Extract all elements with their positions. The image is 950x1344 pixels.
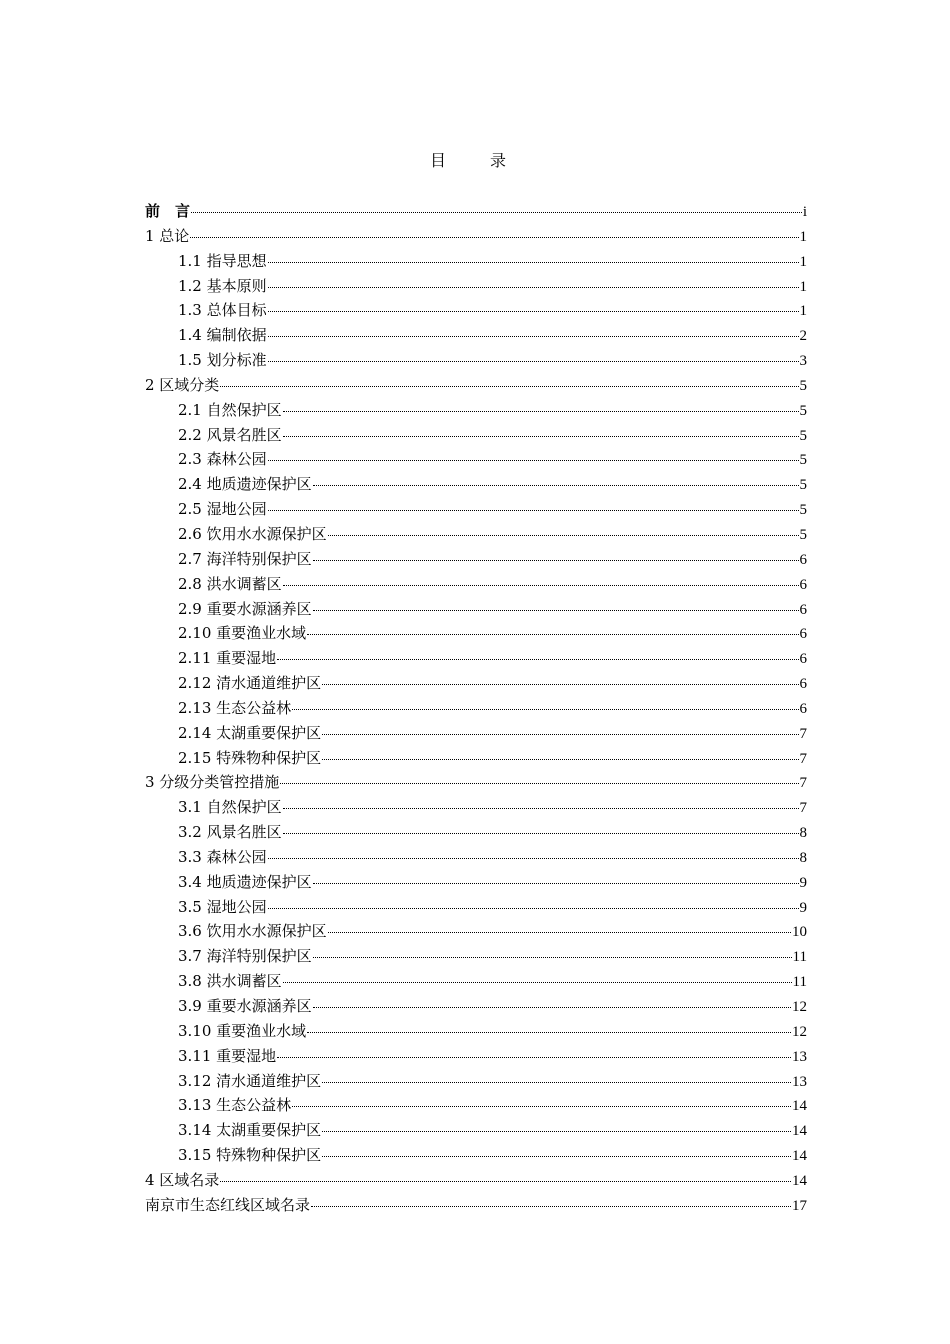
toc-entry-label: 3.8 洪水调蓄区: [178, 972, 282, 991]
dot-leader: [283, 982, 792, 983]
toc-entry-label: 3 分级分类管控措施: [145, 773, 280, 792]
toc-entry-page-number: 14: [792, 1123, 807, 1140]
toc-entry-page-number: 6: [799, 651, 807, 668]
toc-entry-page-number: 5: [799, 477, 807, 494]
toc-entry-page-number: i: [802, 204, 807, 220]
toc-entry[interactable]: [145, 622, 807, 647]
dot-leader: [268, 361, 799, 362]
toc-entry[interactable]: [145, 647, 807, 672]
dot-leader: [268, 311, 799, 312]
toc-entry[interactable]: [145, 548, 807, 573]
dot-leader: [313, 610, 799, 611]
toc-entry[interactable]: [145, 200, 807, 225]
toc-entry-label: 3.10 重要渔业水域: [178, 1021, 307, 1040]
dot-leader: [268, 336, 799, 337]
dot-leader: [268, 460, 799, 461]
toc-entry-page-number: 6: [799, 700, 807, 717]
dot-leader: [268, 858, 799, 859]
dot-leader: [283, 833, 799, 834]
toc-entry-page-number: 11: [792, 949, 807, 966]
toc-entry-label: 2.7 海洋特别保护区: [178, 549, 312, 568]
toc-entry-label: 2.6 饮用水水源保护区: [178, 524, 327, 543]
toc-entry[interactable]: [145, 1045, 807, 1070]
dot-leader: [322, 1131, 791, 1132]
dot-leader: [307, 1032, 791, 1033]
toc-entry-label: 3.1 自然保护区: [178, 798, 282, 817]
table-of-contents: [145, 200, 807, 1219]
dot-leader: [268, 287, 799, 288]
toc-entry-label: 2.13 生态公益林: [178, 698, 292, 717]
toc-entry-label: 1.4 编制依据: [178, 326, 267, 345]
toc-entry-page-number: 6: [799, 551, 807, 568]
toc-entry-page-number: 9: [799, 899, 807, 916]
dot-leader: [328, 535, 799, 536]
toc-entry-label: 3.3 森林公园: [178, 847, 267, 866]
toc-entry[interactable]: [145, 225, 807, 250]
toc-entry[interactable]: [145, 448, 807, 473]
toc-entry-label: 1.5 划分标准: [178, 351, 267, 370]
dot-leader: [220, 386, 798, 387]
toc-entry-label: 3.12 清水通道维护区: [178, 1071, 322, 1090]
toc-title: 目 录: [429, 151, 520, 170]
dot-leader: [328, 932, 791, 933]
dot-leader: [191, 212, 802, 213]
toc-entry-label: 2.10 重要渔业水域: [178, 624, 307, 643]
dot-leader: [322, 759, 798, 760]
toc-entry[interactable]: [145, 945, 807, 970]
toc-entry-page-number: 7: [799, 800, 807, 817]
toc-entry-label: 2.12 清水通道维护区: [178, 674, 322, 693]
toc-entry[interactable]: [145, 299, 807, 324]
toc-entry[interactable]: [145, 1094, 807, 1119]
dot-leader: [322, 684, 798, 685]
toc-entry[interactable]: [145, 1119, 807, 1144]
toc-entry-label: 1 总论: [145, 226, 190, 245]
dot-leader: [292, 709, 798, 710]
toc-entry[interactable]: [145, 1169, 807, 1194]
dot-leader: [280, 783, 798, 784]
dot-leader: [283, 808, 799, 809]
toc-entry-page-number: 7: [799, 750, 807, 767]
dot-leader: [313, 883, 799, 884]
toc-entry-label: 前 言: [145, 202, 191, 220]
toc-entry-page-number: 13: [792, 1048, 807, 1065]
dot-leader: [322, 1156, 791, 1157]
toc-entry-page-number: 5: [799, 502, 807, 519]
dot-leader: [322, 1082, 791, 1083]
toc-entry-page-number: 1: [799, 228, 807, 245]
toc-entry[interactable]: [145, 896, 807, 921]
toc-entry-label: 3.15 特殊物种保护区: [178, 1146, 322, 1165]
toc-entry[interactable]: [145, 1070, 807, 1095]
toc-entry-label: 2.4 地质遗迹保护区: [178, 475, 312, 494]
toc-entry[interactable]: [145, 771, 807, 796]
dot-leader: [283, 585, 799, 586]
toc-entry-label: 南京市生态红线区域名录: [145, 1195, 311, 1214]
dot-leader: [307, 634, 798, 635]
toc-entry-page-number: 3: [799, 353, 807, 370]
toc-entry[interactable]: [145, 573, 807, 598]
dot-leader: [322, 734, 798, 735]
toc-entry-label: 2.5 湿地公园: [178, 500, 267, 519]
dot-leader: [313, 957, 792, 958]
toc-entry-label: 4 区域名录: [145, 1170, 220, 1189]
toc-entry-page-number: 17: [792, 1197, 807, 1214]
toc-entry-page-number: 5: [799, 452, 807, 469]
toc-entry[interactable]: [145, 275, 807, 300]
toc-entry-page-number: 13: [792, 1073, 807, 1090]
toc-entry-label: 3.2 风景名胜区: [178, 823, 282, 842]
toc-entry[interactable]: [145, 821, 807, 846]
dot-leader: [283, 411, 799, 412]
toc-entry[interactable]: [145, 920, 807, 945]
toc-entry-page-number: 1: [799, 303, 807, 320]
toc-entry-label: 1.1 指导思想: [178, 251, 267, 270]
toc-entry-page-number: 6: [799, 576, 807, 593]
toc-entry-label: 2.15 特殊物种保护区: [178, 748, 322, 767]
toc-entry[interactable]: [145, 498, 807, 523]
toc-entry-page-number: 14: [792, 1148, 807, 1165]
dot-leader: [313, 560, 799, 561]
toc-entry-page-number: 10: [792, 924, 807, 941]
toc-entry[interactable]: [145, 349, 807, 374]
toc-entry[interactable]: [145, 1144, 807, 1169]
toc-entry-label: 3.5 湿地公园: [178, 897, 267, 916]
dot-leader: [190, 237, 798, 238]
toc-entry[interactable]: [145, 672, 807, 697]
toc-entry-page-number: 14: [792, 1098, 807, 1115]
toc-entry[interactable]: [145, 1194, 807, 1219]
dot-leader: [313, 1007, 791, 1008]
toc-entry-label: 3.4 地质遗迹保护区: [178, 872, 312, 891]
toc-entry[interactable]: [145, 697, 807, 722]
toc-entry[interactable]: [145, 747, 807, 772]
toc-entry-label: 3.13 生态公益林: [178, 1096, 292, 1115]
toc-entry-label: 3.7 海洋特别保护区: [178, 947, 312, 966]
toc-entry[interactable]: [145, 324, 807, 349]
toc-entry-page-number: 7: [799, 725, 807, 742]
toc-entry-page-number: 6: [799, 626, 807, 643]
toc-entry[interactable]: [145, 250, 807, 275]
toc-entry[interactable]: [145, 995, 807, 1020]
toc-entry[interactable]: [145, 399, 807, 424]
dot-leader: [268, 908, 799, 909]
toc-entry-page-number: 5: [799, 377, 807, 394]
toc-entry-label: 2.3 森林公园: [178, 450, 267, 469]
toc-entry[interactable]: [145, 473, 807, 498]
dot-leader: [268, 262, 799, 263]
toc-entry-page-number: 6: [799, 676, 807, 693]
toc-entry[interactable]: [145, 598, 807, 623]
toc-entry-label: 2.2 风景名胜区: [178, 425, 282, 444]
toc-entry[interactable]: [145, 796, 807, 821]
toc-entry-page-number: 8: [799, 849, 807, 866]
toc-entry-page-number: 11: [792, 974, 807, 991]
toc-entry-label: 2.11 重要湿地: [178, 649, 277, 668]
toc-entry-page-number: 9: [799, 874, 807, 891]
dot-leader: [283, 436, 799, 437]
toc-entry-page-number: 1: [799, 278, 807, 295]
toc-entry[interactable]: [145, 424, 807, 449]
dot-leader: [311, 1206, 791, 1207]
dot-leader: [277, 659, 798, 660]
toc-entry-page-number: 7: [799, 775, 807, 792]
toc-entry-page-number: 8: [799, 825, 807, 842]
dot-leader: [313, 485, 799, 486]
toc-entry-page-number: 5: [799, 402, 807, 419]
toc-entry-label: 2.8 洪水调蓄区: [178, 574, 282, 593]
toc-entry[interactable]: [145, 722, 807, 747]
toc-entry-page-number: 12: [792, 999, 807, 1015]
toc-entry-label: 3.14 太湖重要保护区: [178, 1121, 322, 1140]
toc-entry[interactable]: [145, 374, 807, 399]
dot-leader: [277, 1057, 791, 1058]
toc-entry-page-number: 14: [792, 1172, 807, 1189]
toc-entry[interactable]: [145, 523, 807, 548]
toc-entry-label: 1.3 总体目标: [178, 301, 267, 320]
toc-entry-page-number: 5: [799, 526, 807, 543]
toc-entry[interactable]: [145, 846, 807, 871]
toc-entry-page-number: 5: [799, 427, 807, 444]
dot-leader: [268, 510, 799, 511]
toc-entry-label: 1.2 基本原则: [178, 276, 267, 295]
toc-entry[interactable]: [145, 1020, 807, 1045]
toc-entry-label: 3.11 重要湿地: [178, 1046, 277, 1065]
toc-entry-label: 2.1 自然保护区: [178, 400, 282, 419]
toc-entry-label: 2 区域分类: [145, 375, 220, 394]
dot-leader: [220, 1181, 791, 1182]
toc-entry-label: 2.9 重要水源涵养区: [178, 599, 312, 618]
toc-entry-page-number: 1: [799, 253, 807, 270]
toc-entry-page-number: 2: [799, 328, 807, 345]
toc-entry-label: 3.9 重要水源涵养区: [178, 997, 312, 1015]
toc-entry-label: 3.6 饮用水水源保护区: [178, 922, 327, 941]
toc-entry-label: 2.14 太湖重要保护区: [178, 723, 322, 742]
toc-entry-page-number: 12: [792, 1023, 807, 1040]
toc-entry-page-number: 6: [799, 601, 807, 618]
dot-leader: [292, 1106, 791, 1107]
toc-entry[interactable]: [145, 970, 807, 995]
toc-entry[interactable]: [145, 871, 807, 896]
